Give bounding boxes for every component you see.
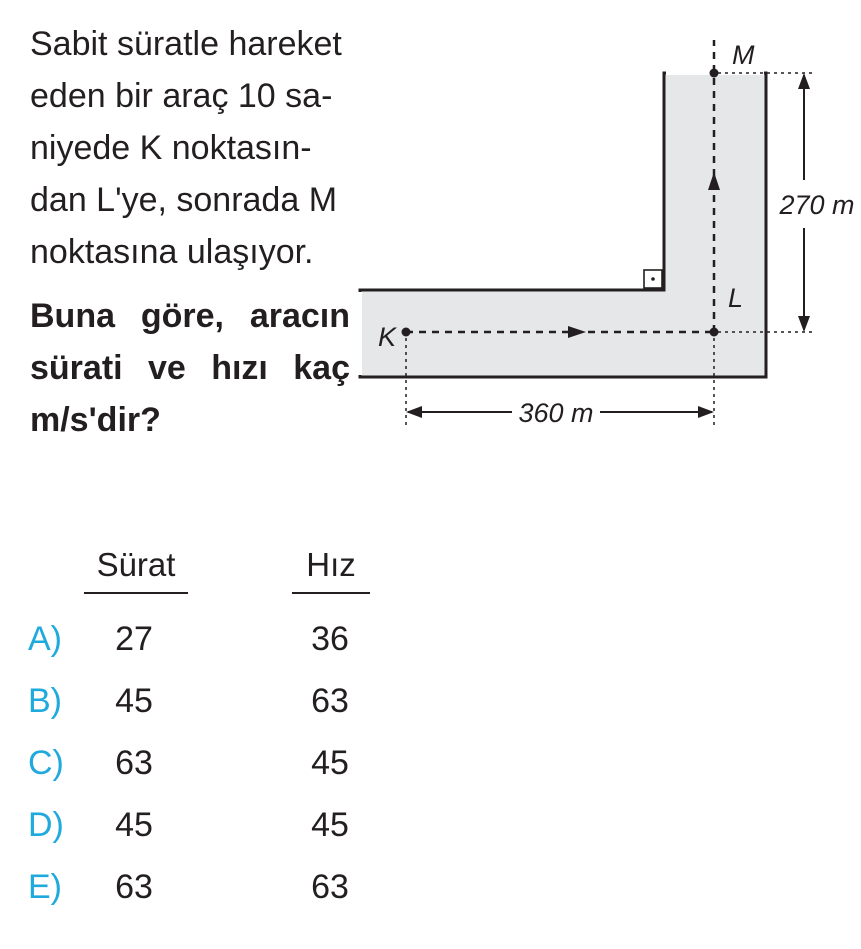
option-letter: A) — [28, 620, 62, 658]
option-d[interactable] — [0, 806, 861, 856]
stem-line: noktasına ulaşıyor. — [30, 233, 314, 271]
option-b[interactable] — [0, 682, 861, 732]
header-underline — [84, 592, 188, 594]
stem-line: dan L'ye, sonrada M — [30, 181, 338, 219]
ask-line: m/s'dir? — [30, 401, 161, 439]
option-speed: 45 — [115, 682, 153, 720]
option-letter: B) — [28, 682, 62, 720]
option-e[interactable] — [0, 868, 861, 918]
option-velocity: 45 — [311, 806, 349, 844]
header-speed: Sürat — [96, 546, 176, 583]
ask-line: sürati ve hızı kaç — [30, 349, 350, 387]
header-velocity: Hız — [306, 546, 356, 583]
point-k-label: K — [378, 322, 397, 352]
point-l-label: L — [728, 283, 744, 313]
option-c[interactable] — [0, 744, 861, 794]
option-velocity: 63 — [311, 868, 349, 906]
option-letter: D) — [28, 806, 64, 844]
option-velocity: 36 — [311, 620, 349, 658]
stem-line: eden bir araç 10 sa- — [30, 77, 333, 115]
vertical-distance-label: 270 m — [779, 190, 855, 220]
option-speed: 45 — [115, 806, 153, 844]
option-velocity: 63 — [311, 682, 349, 720]
option-velocity: 45 — [311, 744, 349, 782]
point-m-label: M — [732, 40, 755, 70]
stem-line: Sabit süratle hareket — [30, 25, 342, 63]
option-letter: E) — [28, 868, 62, 906]
option-speed: 27 — [115, 620, 153, 658]
ask-line: Buna göre, aracın — [30, 297, 350, 335]
option-speed: 63 — [115, 744, 153, 782]
stem-line: niyede K noktasın- — [30, 129, 312, 167]
option-letter: C) — [28, 744, 64, 782]
option-speed: 63 — [115, 868, 153, 906]
header-underline — [292, 592, 370, 594]
option-a[interactable] — [0, 620, 861, 670]
horizontal-distance-label: 360 m — [518, 398, 594, 428]
